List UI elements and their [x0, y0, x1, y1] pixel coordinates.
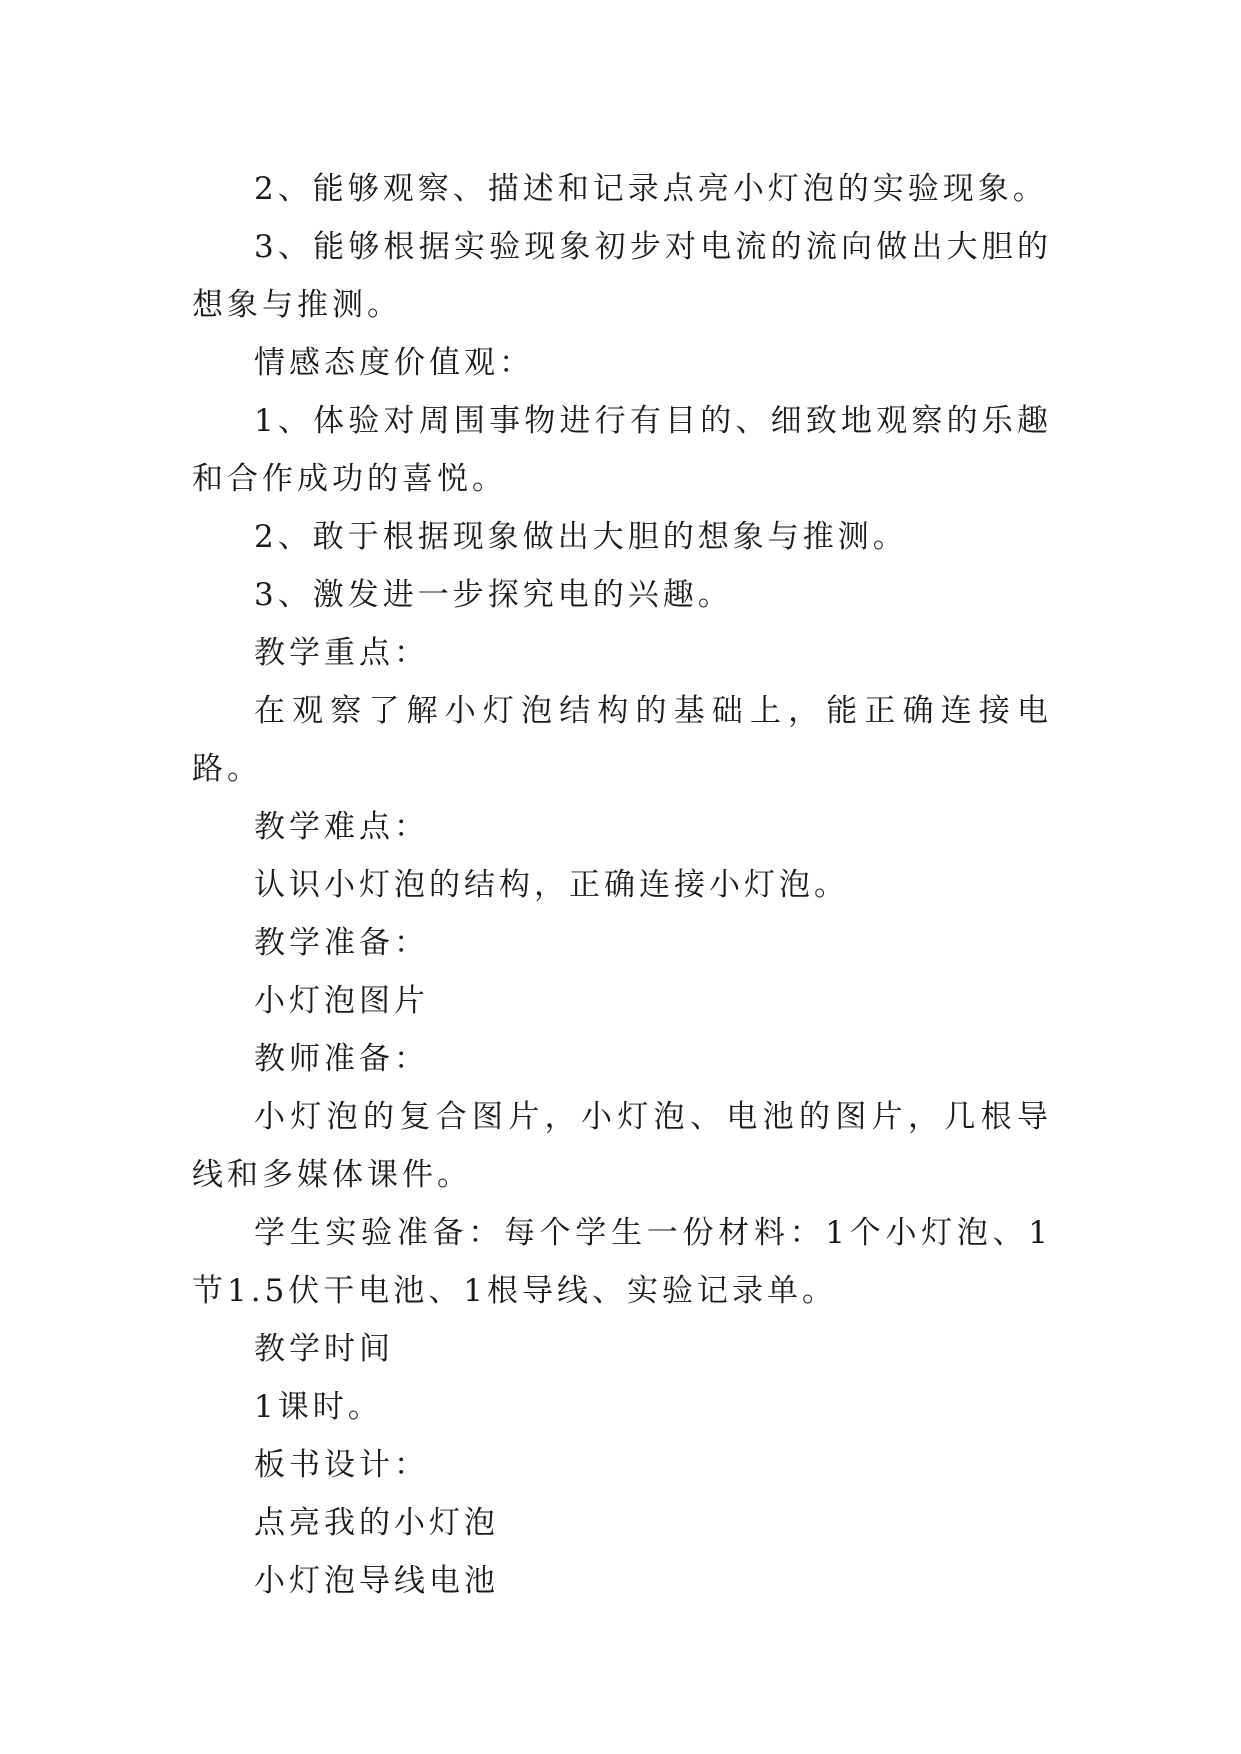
- document-body: [192, 160, 1052, 1610]
- paragraph-board-title: 点亮我的小灯泡: [254, 1505, 499, 1541]
- heading-board-design: 板书设计：: [254, 1447, 429, 1483]
- paragraph-emotion-3: 3、激发进一步探究电的兴趣。: [254, 577, 733, 613]
- paragraph-teaching-time: 1课时。: [254, 1389, 383, 1425]
- heading-teaching-focus: 教学重点：: [254, 635, 429, 671]
- heading-teaching-difficulty: 教学难点：: [254, 809, 429, 845]
- paragraph-teacher-preparation: 小灯泡的复合图片，小灯泡、电池的图片，几根导线和多媒体课件。: [192, 1099, 1052, 1193]
- heading-teacher-preparation: 教师准备：: [254, 1041, 429, 1077]
- heading-teaching-time: 教学时间: [254, 1331, 394, 1367]
- paragraph-teaching-focus: 在观察了解小灯泡结构的基础上，能正确连接电路。: [192, 693, 1052, 787]
- heading-emotion-values: 情感态度价值观：: [254, 345, 534, 381]
- paragraph-student-preparation: 学生实验准备：每个学生一份材料：1个小灯泡、1节1.5伏干电池、1根导线、实验记录单。: [192, 1215, 1052, 1309]
- paragraph-goal-3: 3、能够根据实验现象初步对电流的流向做出大胆的想象与推测。: [192, 229, 1052, 323]
- paragraph-emotion-2: 2、敢于根据现象做出大胆的想象与推测。: [254, 519, 908, 555]
- paragraph-teaching-preparation: 小灯泡图片: [254, 983, 429, 1019]
- heading-teaching-preparation: 教学准备：: [254, 925, 429, 961]
- paragraph-goal-2: 2、能够观察、描述和记录点亮小灯泡的实验现象。: [254, 171, 1048, 207]
- paragraph-board-items: 小灯泡导线电池: [254, 1563, 499, 1599]
- paragraph-teaching-difficulty: 认识小灯泡的结构，正确连接小灯泡。: [254, 867, 849, 903]
- paragraph-emotion-1: 1、体验对周围事物进行有目的、细致地观察的乐趣和合作成功的喜悦。: [192, 403, 1052, 497]
